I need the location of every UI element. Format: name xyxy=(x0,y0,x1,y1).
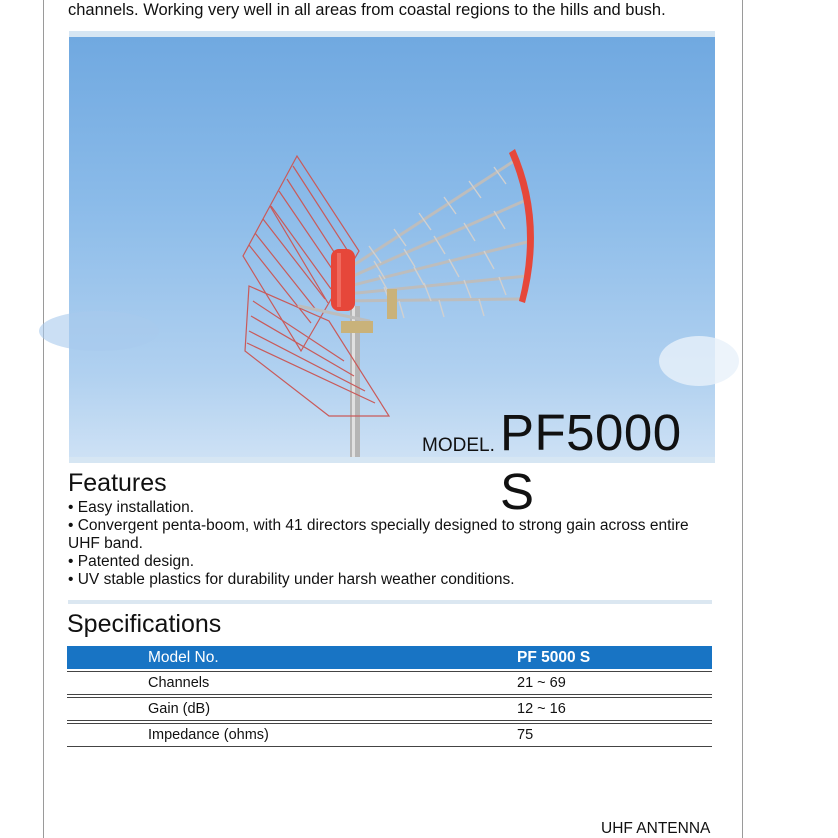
footer-label: UHF ANTENNA xyxy=(601,820,711,837)
spec-header-value: PF 5000 S xyxy=(517,649,591,666)
table-row xyxy=(67,672,712,695)
model-label: MODEL. xyxy=(422,435,495,456)
spec-label: Channels xyxy=(148,675,210,691)
intro-text: channels. Working very well in all areas from coastal regions to the hills and bush. xyxy=(68,1,666,19)
page-border-left xyxy=(43,0,44,838)
specifications-heading: Specifications xyxy=(67,610,222,638)
page-border-right xyxy=(742,0,743,838)
spec-value: 75 xyxy=(517,727,534,743)
section-divider xyxy=(68,600,712,604)
feature-item: • Easy installation. xyxy=(68,499,195,516)
spec-header-row xyxy=(67,646,712,669)
specifications-table xyxy=(67,646,712,747)
table-row xyxy=(67,698,712,721)
spec-value: 12 ~ 16 xyxy=(517,701,566,717)
feature-item: • Patented design. xyxy=(68,553,195,570)
feature-item: • Convergent penta-boom, with 41 directors specially designed to strong gain across entire UHF band. xyxy=(68,517,689,552)
antenna-illustration xyxy=(69,31,715,463)
spec-value: 21 ~ 69 xyxy=(517,675,566,691)
table-row xyxy=(67,724,712,747)
feature-item: • UV stable plastics for durability under harsh weather conditions. xyxy=(68,571,515,588)
features-list xyxy=(68,499,718,589)
model-code: PF5000 S xyxy=(500,404,682,520)
spec-label: Impedance (ohms) xyxy=(148,727,269,743)
features-heading: Features xyxy=(68,469,167,497)
spec-header-label: Model No. xyxy=(148,649,219,666)
spec-label: Gain (dB) xyxy=(148,701,211,717)
